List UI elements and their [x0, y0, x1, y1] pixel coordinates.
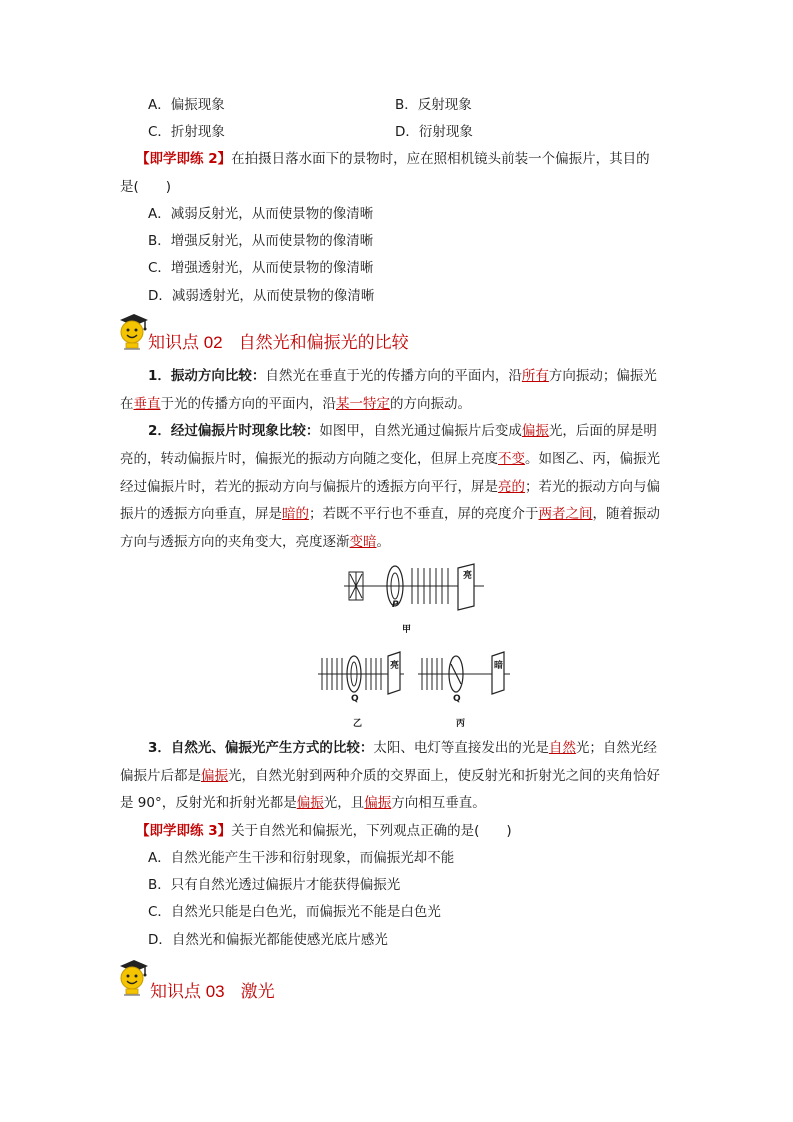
practice2-stem: [136, 149, 650, 169]
para2-answer: 两者之间: [538, 506, 593, 522]
scholar-mascot-icon: [114, 958, 150, 998]
screen-bright-label: 亮: [463, 571, 473, 581]
para2-text: 。如图乙、丙，偏振光: [525, 451, 660, 467]
para3-text: 光，自然光射到两种介质的交界面上，使反射光和折射光之间的夹角恰好: [228, 768, 660, 784]
para1-answer: 所有: [521, 368, 549, 384]
para2-text: 如图甲，自然光通过偏振片后变成: [319, 423, 522, 439]
para3-line1: [148, 738, 657, 758]
para3-text: 光，且: [323, 795, 365, 811]
figure-jia-label: 甲: [402, 625, 412, 635]
practice2-option-d: D．减弱透射光，从而使景物的像清晰: [148, 288, 375, 304]
practice3-stem-text: 关于自然光和偏振光，下列观点正确的是( ): [231, 823, 512, 839]
practice2-tag: 【即学即练 2】: [136, 151, 232, 167]
para3-text: 偏振片后都是: [120, 768, 201, 784]
para2-line2: [120, 449, 660, 469]
practice2-option-b: B．增强反射光，从而使景物的像清晰: [148, 233, 374, 249]
para1-text: 方向振动；偏振光: [548, 368, 657, 384]
polarizer-p-label: P: [392, 600, 399, 610]
practice3-option-b: B．只有自然光透过偏振片才能获得偏振光: [148, 877, 401, 893]
polarizer-q-label: Q: [453, 694, 461, 704]
para2-answer: 亮的: [498, 479, 525, 495]
para2-answer: 偏振: [521, 423, 549, 439]
para3-answer: 偏振: [296, 795, 324, 811]
practice3-option-a: A．自然光能产生干涉和衍射现象，而偏振光却不能: [148, 850, 455, 866]
para1-text: 自然光在垂直于光的传播方向的平面内，沿: [265, 368, 522, 384]
para1-answer: 某一特定: [336, 396, 390, 412]
para2-text: 亮的，转动偏振片时，偏振光的振动方向随之变化，但屏上亮度: [120, 451, 498, 467]
practice2-stem-line2: 是( ): [120, 179, 172, 195]
practice3-option-d: D．自然光和偏振光都能使感光底片感光: [148, 932, 388, 948]
practice2-option-a: A．减弱反射光，从而使景物的像清晰: [148, 206, 374, 222]
screen-bright-label: 亮: [390, 661, 400, 671]
screen-dark-label: 暗: [494, 661, 504, 671]
practice3-tag: 【即学即练 3】: [136, 823, 232, 839]
para3-text: 是 90°，反射光和折射光都是: [120, 795, 297, 811]
para2-answer: 变暗: [349, 534, 377, 550]
para1-text: 于光的传播方向的平面内，沿: [160, 396, 336, 412]
para1-label: 1．振动方向比较：: [148, 368, 266, 384]
figure-yi-label: 乙: [353, 719, 363, 729]
para2-line3: [120, 477, 660, 497]
q1-option-a: A．偏振现象: [148, 97, 225, 113]
para1-text: 在: [120, 396, 134, 412]
para2-label: 2．经过偏振片时现象比较：: [148, 423, 320, 439]
para3-text: 光；自然光经: [575, 740, 657, 756]
para2-line4: [120, 504, 660, 524]
section2-heading: [148, 331, 409, 355]
section2-number: 知识点 02: [148, 333, 223, 352]
section3-title: 激光: [240, 982, 275, 1002]
para1-line2: [120, 394, 471, 414]
para3-answer: 偏振: [201, 768, 228, 784]
para3-answer: 自然: [548, 740, 576, 756]
section3-number: 知识点 03: [150, 982, 225, 1001]
para2-line1: [148, 421, 657, 441]
section2-title: 自然光和偏振光的比较: [238, 333, 409, 353]
polarizer-q-label: Q: [351, 694, 359, 704]
para3-line2: [120, 766, 660, 786]
para1-line1: [148, 366, 657, 386]
para2-answer: 暗的: [282, 506, 309, 522]
para3-label: 3．自然光、偏振光产生方式的比较：: [148, 740, 374, 756]
q1-option-d: D．衍射现象: [395, 124, 473, 140]
para2-text: ；若既不平行也不垂直，屏的亮度介于: [309, 506, 539, 522]
figure-yi-diagram: [318, 648, 408, 698]
figure-bing-diagram: [418, 648, 514, 698]
scholar-mascot-icon: [114, 312, 150, 352]
section3-heading: [150, 980, 275, 1004]
para2-line5: [120, 532, 390, 552]
para2-text: 方向与透振方向的夹角变大，亮度逐渐: [120, 534, 350, 550]
q1-option-c: C．折射现象: [148, 124, 225, 140]
para3-text: 方向相互垂直。: [391, 795, 486, 811]
para2-text: 光，后面的屏是明: [548, 423, 657, 439]
para1-answer: 垂直: [133, 396, 161, 412]
para2-text: 经过偏振片时，若光的振动方向与偏振片的透振方向平行，屏是: [120, 479, 498, 495]
para2-text: ；若光的振动方向与偏: [525, 479, 660, 495]
para3-text: 太阳、电灯等直接发出的光是: [373, 740, 549, 756]
para3-answer: 偏振: [364, 795, 392, 811]
para2-text: 。: [376, 534, 390, 550]
figure-bing-label: 丙: [456, 719, 466, 729]
para2-text: ，随着振动: [592, 506, 660, 522]
practice3-option-c: C．自然光只能是白色光，而偏振光不能是白色光: [148, 904, 441, 920]
practice2-stem-line1: 在拍摄日落水面下的景物时，应在照相机镜头前装一个偏振片，其目的: [231, 151, 650, 167]
para2-text: 振片的透振方向垂直，屏是: [120, 506, 282, 522]
q1-option-b: B．反射现象: [395, 97, 472, 113]
para3-line3: [120, 793, 486, 813]
para1-text: 的方向振动。: [390, 396, 471, 412]
practice2-option-c: C．增强透射光，从而使景物的像清晰: [148, 260, 374, 276]
para2-answer: 不变: [498, 451, 525, 467]
practice3-stem: [136, 821, 512, 841]
